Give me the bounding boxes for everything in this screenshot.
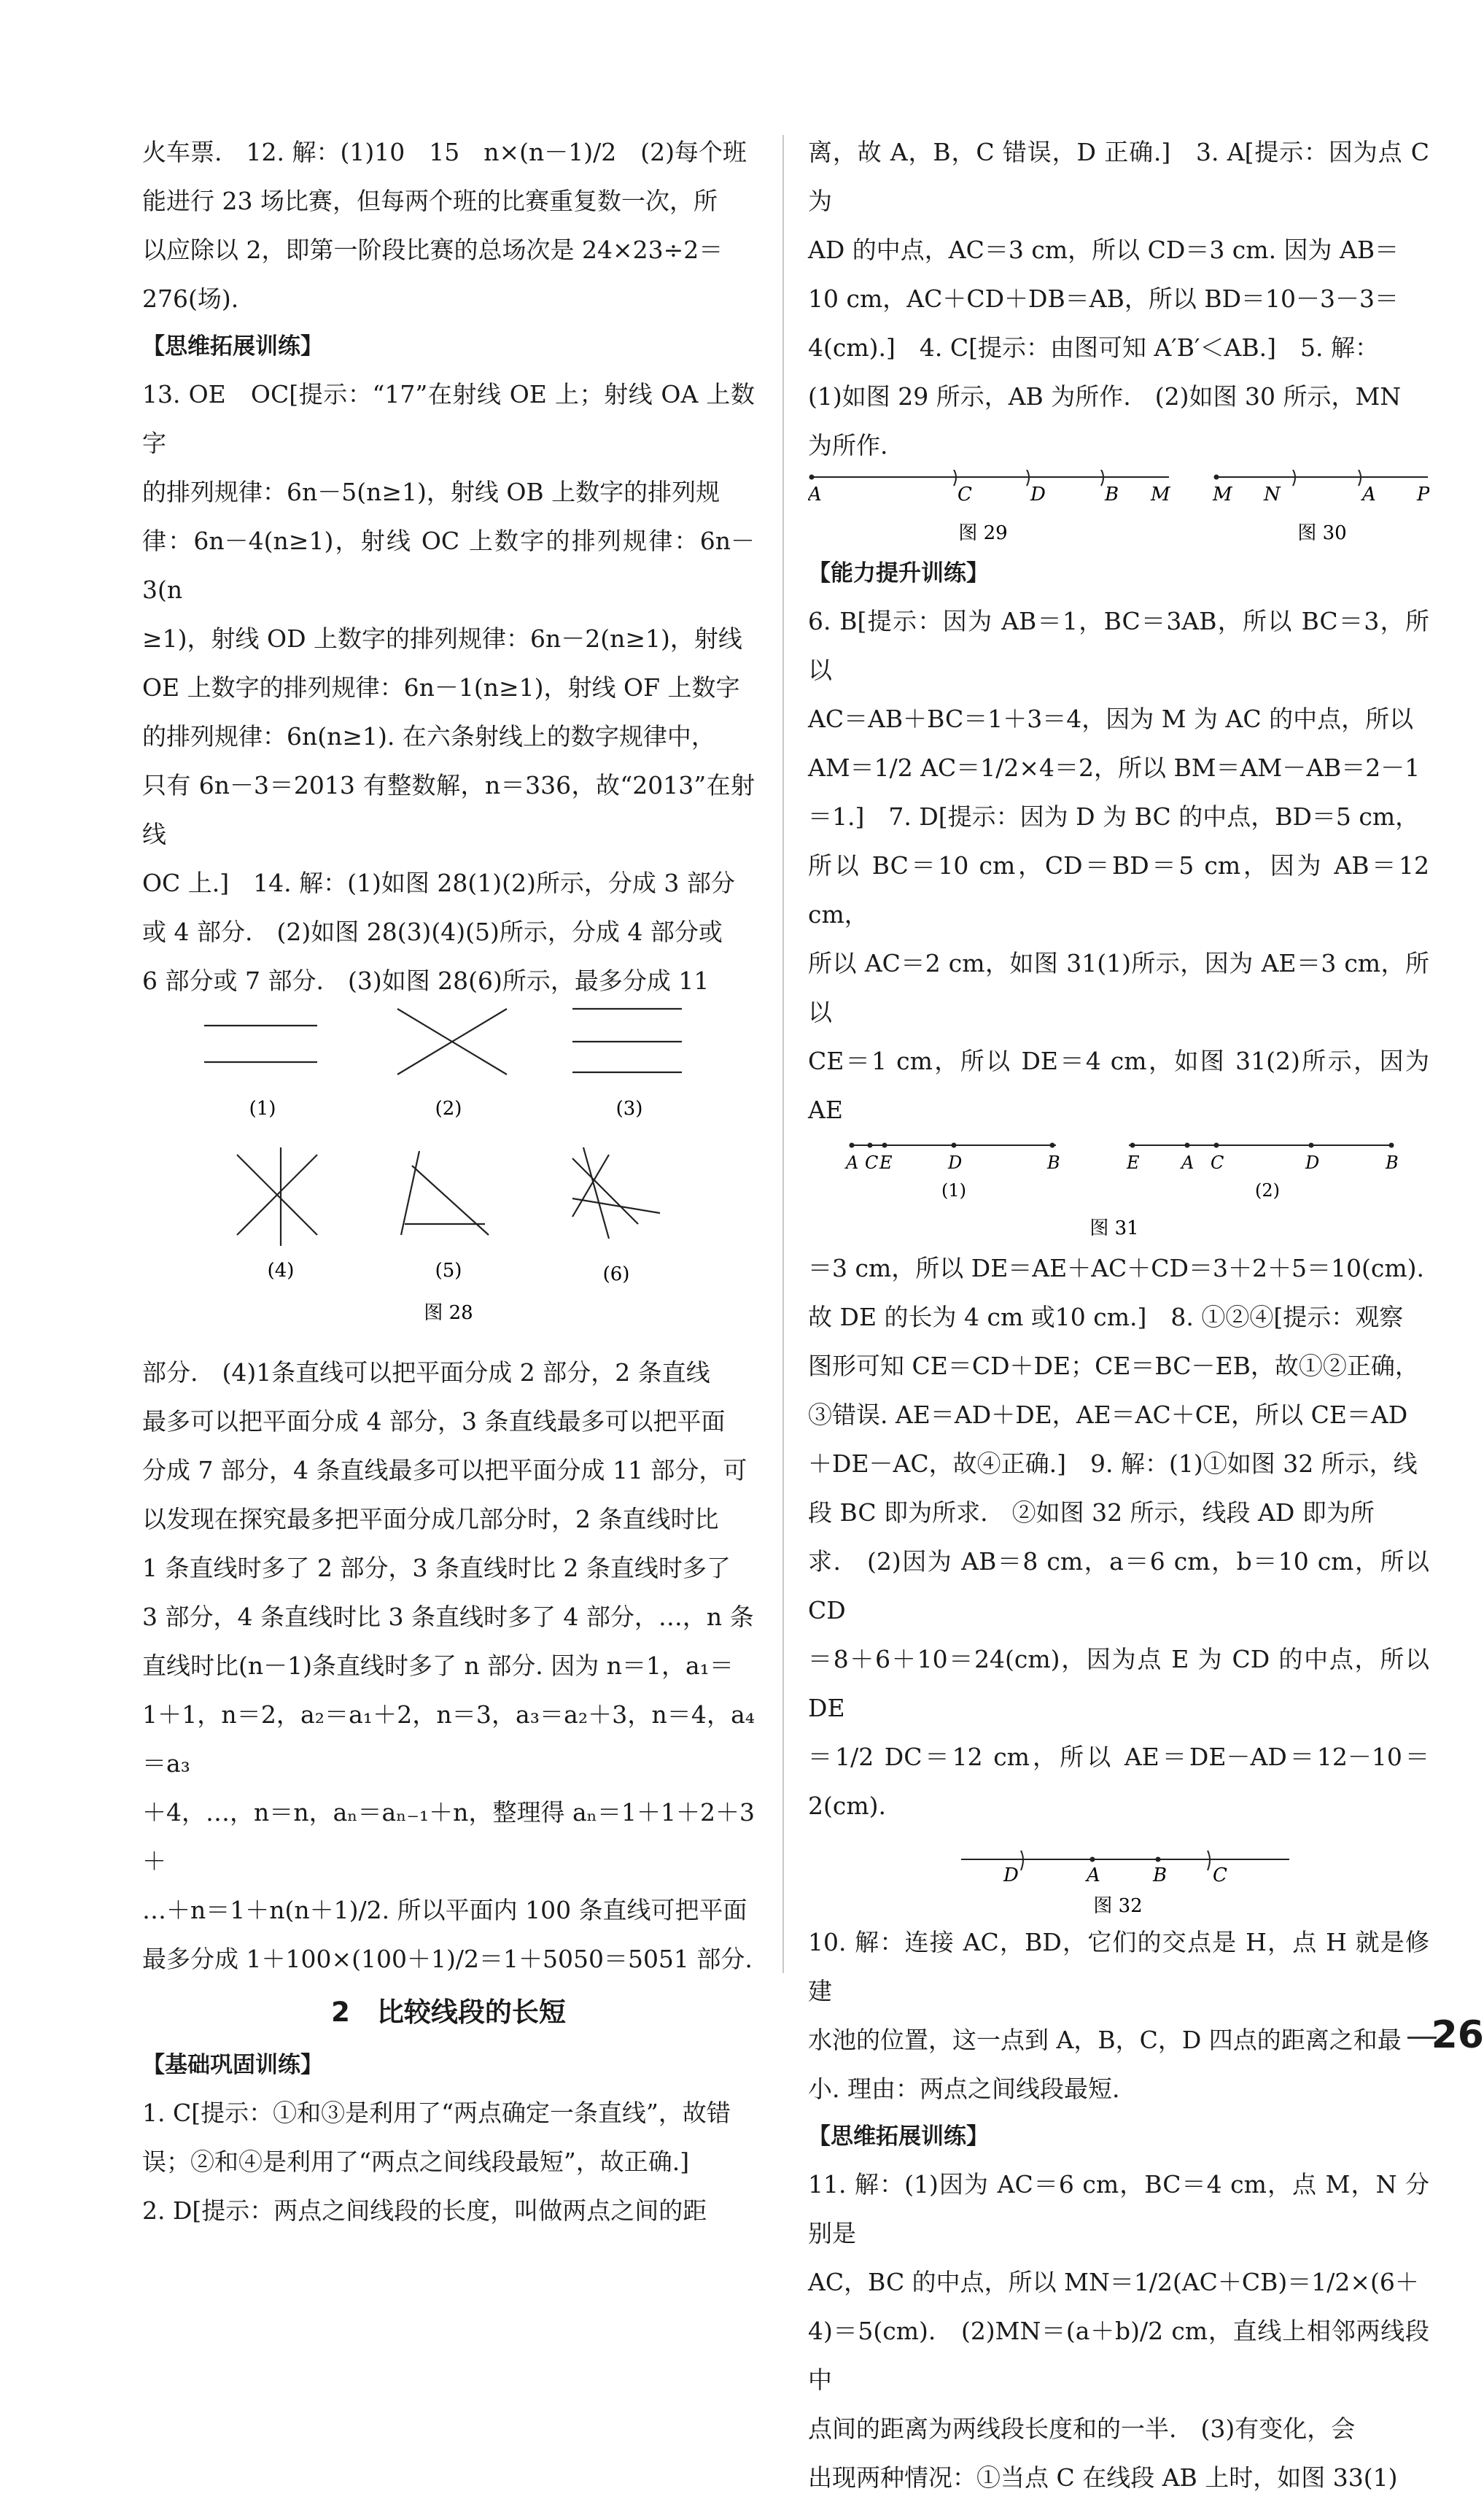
fig31a-point-B: B bbox=[1047, 1153, 1060, 1173]
fig31a-point-E: E bbox=[879, 1153, 893, 1173]
text-line: 误；②和④是利用了“两点之间线段最短”，故正确.] bbox=[142, 2147, 690, 2176]
answer-block-10 bbox=[808, 1918, 1429, 2113]
text-line: 为所作. bbox=[808, 431, 888, 460]
fig31b-point-A: A bbox=[1181, 1153, 1194, 1173]
text-line: …＋n＝1＋n(n＋1)/2. 所以平面内 100 条直线可把平面 bbox=[142, 1896, 747, 1924]
fig30-point-A: A bbox=[1362, 484, 1376, 506]
text-line: ＝3 cm，所以 DE＝AE＋AC＋CD＝3＋2＋5＝10(cm). bbox=[808, 1254, 1424, 1282]
text-line: 以发现在探究最多把平面分成几部分时，2 条直线时比 bbox=[142, 1505, 719, 1533]
text-line: 1. C[提示：①和③是利用了“两点确定一条直线”，故错 bbox=[142, 2099, 731, 2127]
text-line: 段 BC 即为所求. ②如图 32 所示，线段 AD 即为所 bbox=[808, 1498, 1375, 1527]
column-divider bbox=[782, 135, 784, 1973]
figure-32-drawing bbox=[808, 1830, 1429, 1918]
text-line: 离，故 A，B，C 错误，D 正确.] 3. A[提示：因为点 C 为 bbox=[808, 138, 1429, 215]
fig31a-point-C: C bbox=[865, 1153, 879, 1173]
text-line: 故 DE 的长为 4 cm 或10 cm.] 8. ①②④[提示：观察 bbox=[808, 1303, 1404, 1331]
fig32-point-A: A bbox=[1087, 1864, 1100, 1886]
fig29-point-M: M bbox=[1151, 484, 1170, 506]
figure-32 bbox=[808, 1830, 1429, 1918]
fig28-label-4: (4) bbox=[267, 1260, 295, 1282]
text-line: 1＋1，n＝2，a₂＝a₁＋2，n＝3，a₃＝a₂＋3，n＝4，a₄＝a₃ bbox=[142, 1700, 755, 1778]
fig31a-point-A: A bbox=[846, 1153, 859, 1173]
fig28-label-1: (1) bbox=[249, 1098, 276, 1120]
text-line: 4)＝5(cm). (2)MN＝(a＋b)/2 cm，直线上相邻两线段中 bbox=[808, 2317, 1429, 2394]
fig29-point-B: B bbox=[1105, 484, 1119, 506]
text-line: ＝8＋6＋10＝24(cm)，因为点 E 为 CD 的中点，所以 DE bbox=[808, 1645, 1429, 1722]
answer-block-13-14 bbox=[142, 370, 755, 1005]
text-line: 的排列规律：6n(n≥1). 在六条射线上的数字规律中， bbox=[142, 722, 715, 751]
fig29-point-A: A bbox=[808, 484, 822, 506]
fig30-point-P: P bbox=[1417, 484, 1429, 506]
fig32-point-D: D bbox=[1003, 1864, 1019, 1886]
figure-29-30 bbox=[808, 470, 1429, 550]
text-line: AC，BC 的中点，所以 MN＝1/2(AC＋CB)＝1/2×(6＋ bbox=[808, 2268, 1419, 2296]
text-line: 分成 7 部分，4 条直线最多可以把平面分成 11 部分，可 bbox=[142, 1456, 747, 1484]
text-line: 能进行 23 场比赛，但每两个班的比赛重复数一次，所 bbox=[142, 187, 718, 215]
text-line: ＋4，…，n＝n，aₙ＝aₙ₋₁＋n，整理得 aₙ＝1＋1＋2＋3＋ bbox=[142, 1798, 755, 1875]
text-line: 以应除以 2，即第一阶段比赛的总场次是 24×23÷2＝ bbox=[142, 236, 723, 264]
right-column bbox=[808, 128, 1429, 2502]
text-line: 6 部分或 7 部分. (3)如图 28(6)所示，最多分成 11 bbox=[142, 967, 710, 995]
fig29-point-C: C bbox=[957, 484, 972, 506]
text-line: 只有 6n－3＝2013 有整数解，n＝336，故“2013”在射线 bbox=[142, 771, 755, 848]
figure-28 bbox=[142, 1005, 755, 1348]
text-line: 直线时比(n－1)条直线时多了 n 部分. 因为 n＝1，a₁＝ bbox=[142, 1651, 734, 1680]
text-line: 2. D[提示：两点之间线段的长度，叫做两点之间的距 bbox=[142, 2196, 707, 2225]
answer-block-1-2 bbox=[142, 2088, 755, 2235]
text-line: 小. 理由：两点之间线段最短. bbox=[808, 2075, 1120, 2103]
text-line: 6. B[提示：因为 AB＝1，BC＝3AB，所以 BC＝3，所以 bbox=[808, 607, 1429, 684]
text-line: 出现两种情况：①当点 C 在线段 AB 上时，如图 33(1) bbox=[808, 2463, 1398, 2492]
fig30-point-N: N bbox=[1264, 484, 1281, 506]
text-line: 10 cm，AC＋CD＋DB＝AB，所以 BD＝10－3－3＝ bbox=[808, 284, 1399, 313]
text-line: AC＝AB＋BC＝1＋3＝4，因为 M 为 AC 的中点，所以 bbox=[808, 705, 1414, 733]
fig31-sub-2: (2) bbox=[1255, 1180, 1280, 1201]
text-line: 13. OE OC[提示：“17”在射线 OE 上；射线 OA 上数字 bbox=[142, 380, 755, 457]
text-line: AD 的中点，AC＝3 cm，所以 CD＝3 cm. 因为 AB＝ bbox=[808, 236, 1399, 264]
text-line: 4(cm).] 4. C[提示：由图可知 A′B′＜AB.] 5. 解： bbox=[808, 333, 1379, 362]
fig31b-point-E: E bbox=[1127, 1153, 1140, 1173]
text-line: ＝1/2 DC＝12 cm，所以 AE＝DE－AD＝12－10＝2(cm). bbox=[808, 1743, 1429, 1820]
text-line: 的排列规律：6n－5(n≥1)，射线 OB 上数字的排列规 bbox=[142, 478, 720, 506]
answer-block-11 bbox=[808, 2160, 1429, 2502]
figure-31-drawing bbox=[808, 1134, 1429, 1244]
text-line: ＝1.] 7. D[提示：因为 D 为 BC 的中点，BD＝5 cm， bbox=[808, 802, 1420, 831]
text-line: OE 上数字的排列规律：6n－1(n≥1)，射线 OF 上数字 bbox=[142, 673, 740, 702]
heading-ability-training: 【能力提升训练】 bbox=[808, 560, 989, 586]
heading-thinking-training: 【思维拓展训练】 bbox=[142, 333, 323, 360]
answer-block-12 bbox=[142, 128, 755, 323]
fig31a-point-D: D bbox=[948, 1153, 963, 1173]
fig31b-point-B: B bbox=[1386, 1153, 1399, 1173]
page-number: 26 bbox=[1431, 2013, 1484, 2057]
heading-thinking-training-2: 【思维拓展训练】 bbox=[808, 2123, 989, 2150]
text-line: 求. (2)因为 AB＝8 cm，a＝6 cm，b＝10 cm，所以 CD bbox=[808, 1547, 1429, 1624]
text-line: ＋DE－AC，故④正确.] 9. 解：(1)①如图 32 所示，线 bbox=[808, 1449, 1418, 1478]
fig29-point-D: D bbox=[1030, 484, 1046, 506]
figure-31 bbox=[808, 1134, 1429, 1244]
fig32-point-B: B bbox=[1153, 1864, 1168, 1886]
fig28-label-6: (6) bbox=[602, 1263, 630, 1285]
text-line: 律：6n－4(n≥1)，射线 OC 上数字的排列规律：6n－3(n bbox=[142, 527, 755, 604]
text-line: 部分. (4)1条直线可以把平面分成 2 部分，2 条直线 bbox=[142, 1358, 710, 1387]
fig31-caption: 图 31 bbox=[1089, 1217, 1139, 1239]
text-line: ③错误. AE＝AD＋DE，AE＝AC＋CE，所以 CE＝AD bbox=[808, 1401, 1408, 1429]
figure-29-30-drawing bbox=[808, 470, 1429, 550]
fig32-caption: 图 32 bbox=[1093, 1895, 1143, 1917]
answer-block-14-cont bbox=[142, 1348, 755, 1983]
fig30-point-M: M bbox=[1213, 484, 1232, 506]
section-title: 2 比较线段的长短 bbox=[331, 1996, 566, 2028]
fig32-point-C: C bbox=[1213, 1864, 1227, 1886]
heading-basic-training: 【基础巩固训练】 bbox=[142, 2052, 323, 2078]
text-line: 最多可以把平面分成 4 部分，3 条直线最多可以把平面 bbox=[142, 1407, 726, 1436]
text-line: 火车票. 12. 解：(1)10 15 n×(n－1)/2 (2)每个班 bbox=[142, 138, 747, 166]
text-line: 或 4 部分. (2)如图 28(3)(4)(5)所示，分成 4 部分或 bbox=[142, 918, 723, 946]
left-column bbox=[142, 128, 755, 2235]
text-line: 最多分成 1＋100×(100＋1)/2＝1＋5050＝5051 部分. bbox=[142, 1945, 753, 1973]
text-line: OC 上.] 14. 解：(1)如图 28(1)(2)所示，分成 3 部分 bbox=[142, 869, 735, 897]
text-line: 所以 AC＝2 cm，如图 31(1)所示，因为 AE＝3 cm，所以 bbox=[808, 949, 1429, 1026]
text-line: 3 部分，4 条直线时比 3 条直线时多了 4 部分，…，n 条 bbox=[142, 1603, 754, 1631]
text-line: 所以 BC＝10 cm，CD＝BD＝5 cm，因为 AB＝12 cm， bbox=[808, 851, 1429, 929]
text-line: CE＝1 cm，所以 DE＝4 cm，如图 31(2)所示，因为 AE bbox=[808, 1047, 1429, 1124]
text-line: 10. 解：连接 AC，BD，它们的交点是 H，点 H 就是修建 bbox=[808, 1928, 1429, 2005]
text-line: 点间的距离为两线段长度和的一半. (3)有变化，会 bbox=[808, 2414, 1356, 2443]
text-line: 11. 解：(1)因为 AC＝6 cm，BC＝4 cm，点 M，N 分别是 bbox=[808, 2170, 1429, 2247]
fig28-caption: 图 28 bbox=[424, 1302, 473, 1324]
fig31b-point-D: D bbox=[1305, 1153, 1320, 1173]
text-line: AM＝1/2 AC＝1/2×4＝2，所以 BM＝AM－AB＝2－1 bbox=[808, 754, 1421, 782]
answer-block-7-9 bbox=[808, 1244, 1429, 1830]
figure-28-drawing bbox=[142, 1005, 755, 1348]
fig31b-point-C: C bbox=[1211, 1153, 1224, 1173]
fig28-label-5: (5) bbox=[435, 1260, 462, 1282]
fig28-label-3: (3) bbox=[615, 1098, 643, 1120]
text-line: 1 条直线时多了 2 部分，3 条直线时比 2 条直线时多了 bbox=[142, 1554, 731, 1582]
text-line: 276(场). bbox=[142, 284, 239, 313]
fig30-caption: 图 30 bbox=[1297, 522, 1347, 544]
text-line: 水池的位置，这一点到 A，B，C，D 四点的距离之和最 bbox=[808, 2026, 1402, 2054]
fig29-caption: 图 29 bbox=[958, 522, 1008, 544]
text-line: ≥1)，射线 OD 上数字的排列规律：6n－2(n≥1)，射线 bbox=[142, 624, 742, 653]
answer-block-6-7 bbox=[808, 597, 1429, 1134]
text-line: (1)如图 29 所示，AB 为所作. (2)如图 30 所示，MN bbox=[808, 382, 1402, 411]
text-line: 图形可知 CE＝CD＋DE；CE＝BC－EB，故①②正确， bbox=[808, 1352, 1419, 1380]
fig28-label-2: (2) bbox=[435, 1098, 462, 1120]
answer-block-2-5 bbox=[808, 128, 1429, 470]
fig31-sub-1: (1) bbox=[941, 1180, 966, 1201]
